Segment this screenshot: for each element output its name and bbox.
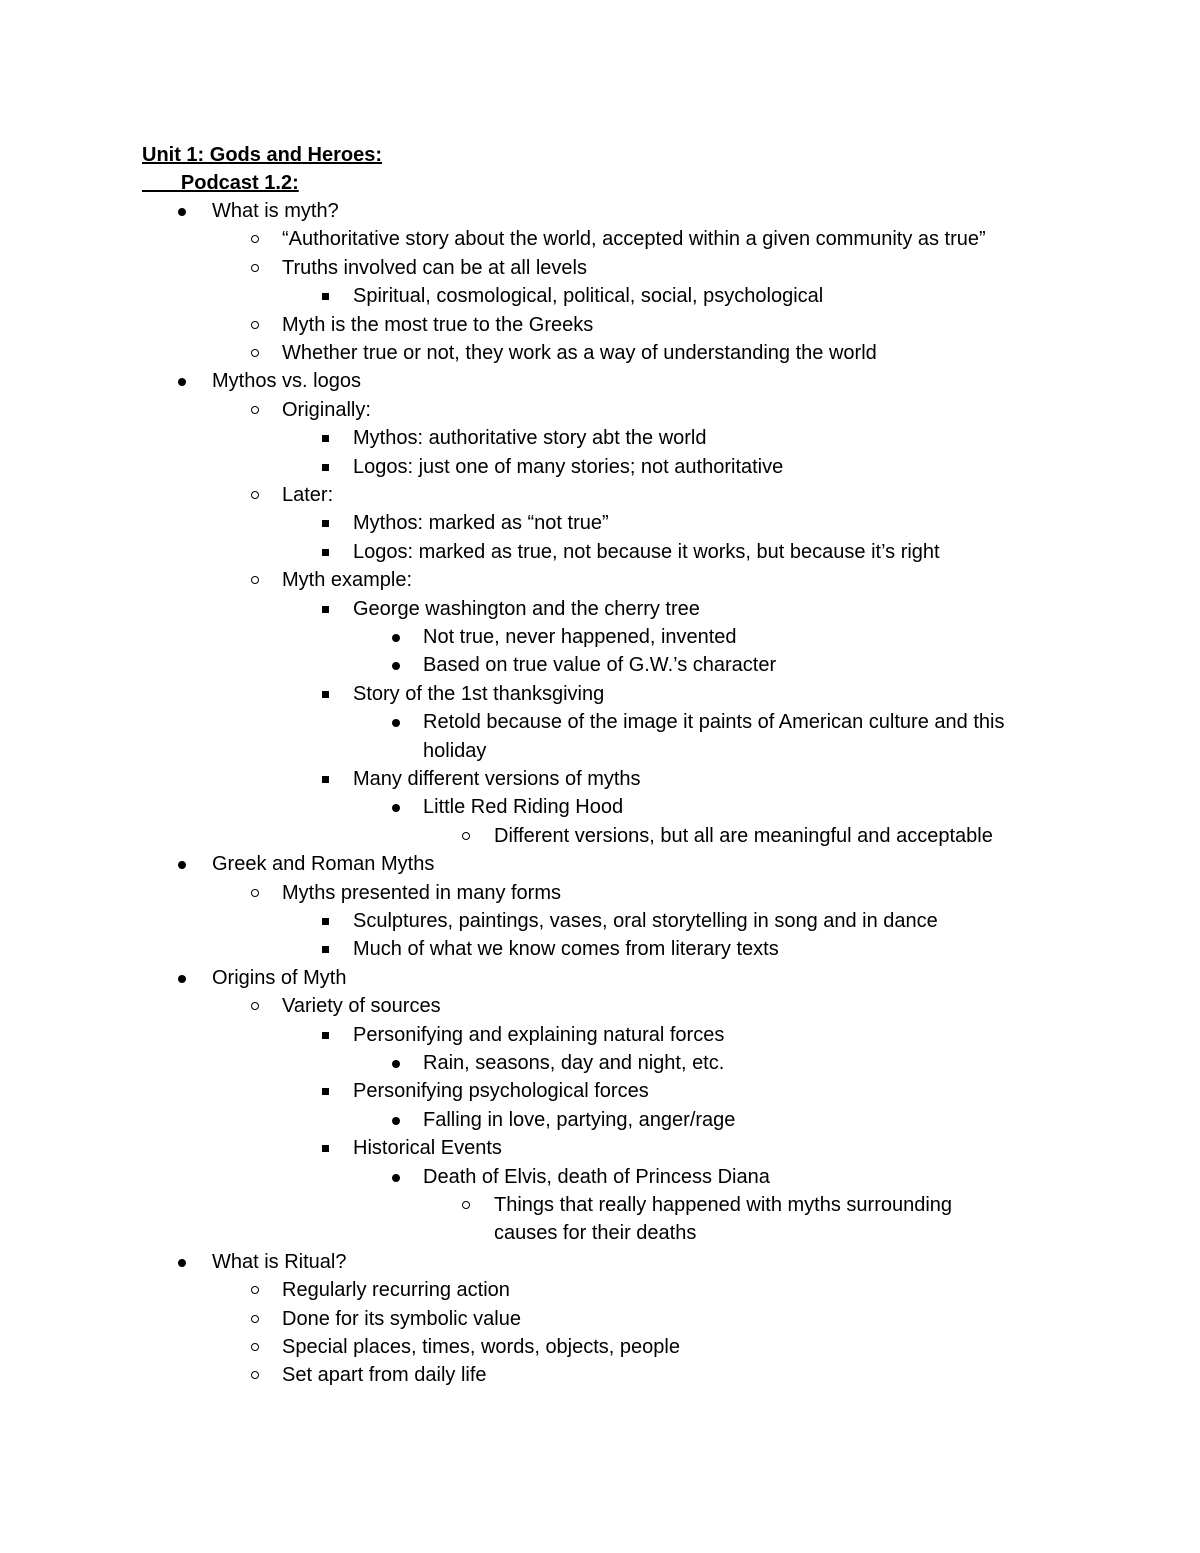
bullet-square-icon — [316, 765, 336, 793]
bullet-disc-icon — [172, 197, 192, 225]
list-item: Personifying and explaining natural forces — [353, 1023, 725, 1046]
bullet-disc-icon — [172, 850, 192, 878]
list-item: George washington and the cherry tree — [353, 597, 700, 620]
bullet-square-icon — [316, 680, 336, 708]
list-item: Greek and Roman Myths — [212, 853, 435, 876]
bullet-disc-icon — [172, 1248, 192, 1276]
bullet-square-icon — [316, 595, 336, 623]
bullet-circle-icon — [246, 311, 266, 339]
bullet-circle-icon — [246, 992, 266, 1020]
bullet-disc-icon — [172, 367, 192, 395]
list-item: Logos: just one of many stories; not authoritative — [353, 455, 784, 478]
bullet-square-icon — [316, 453, 336, 481]
list-item: Regularly recurring action — [282, 1279, 510, 1302]
list-item: Whether true or not, they work as a way of understanding the world — [282, 342, 877, 364]
bullet-circle-icon — [457, 1191, 477, 1219]
list-item: Special places, times, words, objects, people — [282, 1336, 680, 1358]
list-item: Logos: marked as true, not because it works, but because it’s right — [353, 540, 940, 563]
list-item: Variety of sources — [282, 995, 441, 1018]
list-item: What is myth? — [212, 200, 339, 222]
list-item: Rain, seasons, day and night, etc. — [423, 1052, 725, 1074]
list-item: Myth example: — [282, 569, 413, 592]
list-item: “Authoritative story about the world, accepted within a given community as true” — [282, 228, 986, 251]
bullet-square-icon — [316, 424, 336, 452]
bullet-circle-icon — [246, 1333, 266, 1361]
list-item: Truths involved can be at all levels — [282, 256, 587, 279]
bullet-square-icon — [316, 538, 336, 566]
bullet-square-icon — [316, 509, 336, 537]
bullet-square-icon — [316, 1021, 336, 1049]
bullet-disc-icon — [386, 1106, 406, 1134]
bullet-square-icon — [316, 935, 336, 963]
bullet-circle-icon — [246, 879, 266, 907]
bullet-disc-icon — [386, 1163, 406, 1191]
bullet-circle-icon — [246, 339, 266, 367]
list-item: Story of the 1st thanksgiving — [353, 682, 605, 705]
list-item: What is Ritual? — [212, 1250, 347, 1273]
list-item: causes for their deaths — [494, 1222, 697, 1245]
bullet-circle-icon — [246, 1276, 266, 1304]
bullet-disc-icon — [386, 1049, 406, 1077]
bullet-circle-icon — [246, 225, 266, 253]
list-item: Set apart from daily life — [282, 1364, 487, 1387]
bullet-disc-icon — [172, 964, 192, 992]
bullet-disc-icon — [386, 623, 406, 651]
bullet-disc-icon — [386, 651, 406, 679]
list-item: Done for its symbolic value — [282, 1307, 521, 1330]
page-title: Unit 1: Gods and Heroes: — [142, 144, 383, 166]
bullet-square-icon — [316, 1134, 336, 1162]
list-item: Not true, never happened, invented — [423, 626, 737, 648]
heading-indent — [142, 172, 181, 194]
list-item: Mythos: marked as “not true” — [353, 512, 609, 535]
list-item: Myths presented in many forms — [282, 881, 561, 904]
list-item: Different versions, but all are meaningful and acceptable — [494, 824, 993, 847]
bullet-circle-icon — [246, 566, 266, 594]
list-item: Mythos: authoritative story abt the world — [353, 427, 707, 450]
bullet-circle-icon — [246, 1305, 266, 1333]
section-heading-text: Podcast 1.2: — [180, 172, 299, 194]
bullet-circle-icon — [246, 254, 266, 282]
list-item: Origins of Myth — [212, 966, 347, 989]
list-item: Myth is the most true to the Greeks — [282, 313, 594, 336]
list-item: Historical Events — [353, 1137, 502, 1160]
bullet-square-icon — [316, 282, 336, 310]
bullet-circle-icon — [246, 481, 266, 509]
bullet-circle-icon — [246, 1361, 266, 1389]
bullet-disc-icon — [386, 708, 406, 736]
list-item: Mythos vs. logos — [212, 370, 361, 393]
bullet-square-icon — [316, 1077, 336, 1105]
bullet-disc-icon — [386, 793, 406, 821]
bullet-circle-icon — [246, 396, 266, 424]
list-item: Spiritual, cosmological, political, social, psychological — [353, 285, 824, 308]
bullet-square-icon — [316, 907, 336, 935]
list-item: Personifying psychological forces — [353, 1080, 649, 1103]
list-item: Many different versions of myths — [353, 768, 641, 790]
list-item: Falling in love, partying, anger/rage — [423, 1108, 736, 1131]
bullet-circle-icon — [457, 822, 477, 850]
list-item: holiday — [423, 739, 487, 762]
section-heading — [142, 169, 299, 197]
list-item: Death of Elvis, death of Princess Diana — [423, 1165, 770, 1188]
list-item: Later: — [282, 484, 334, 506]
list-item: Sculptures, paintings, vases, oral storytelling in song and in dance — [353, 910, 938, 932]
list-item: Much of what we know comes from literary texts — [353, 938, 779, 961]
list-item: Originally: — [282, 398, 371, 421]
list-item: Little Red Riding Hood — [423, 796, 624, 819]
list-item: Things that really happened with myths surrounding — [494, 1194, 953, 1216]
list-item: Retold because of the image it paints of American culture and this — [423, 711, 1005, 734]
list-item: Based on true value of G.W.’s character — [423, 654, 777, 677]
